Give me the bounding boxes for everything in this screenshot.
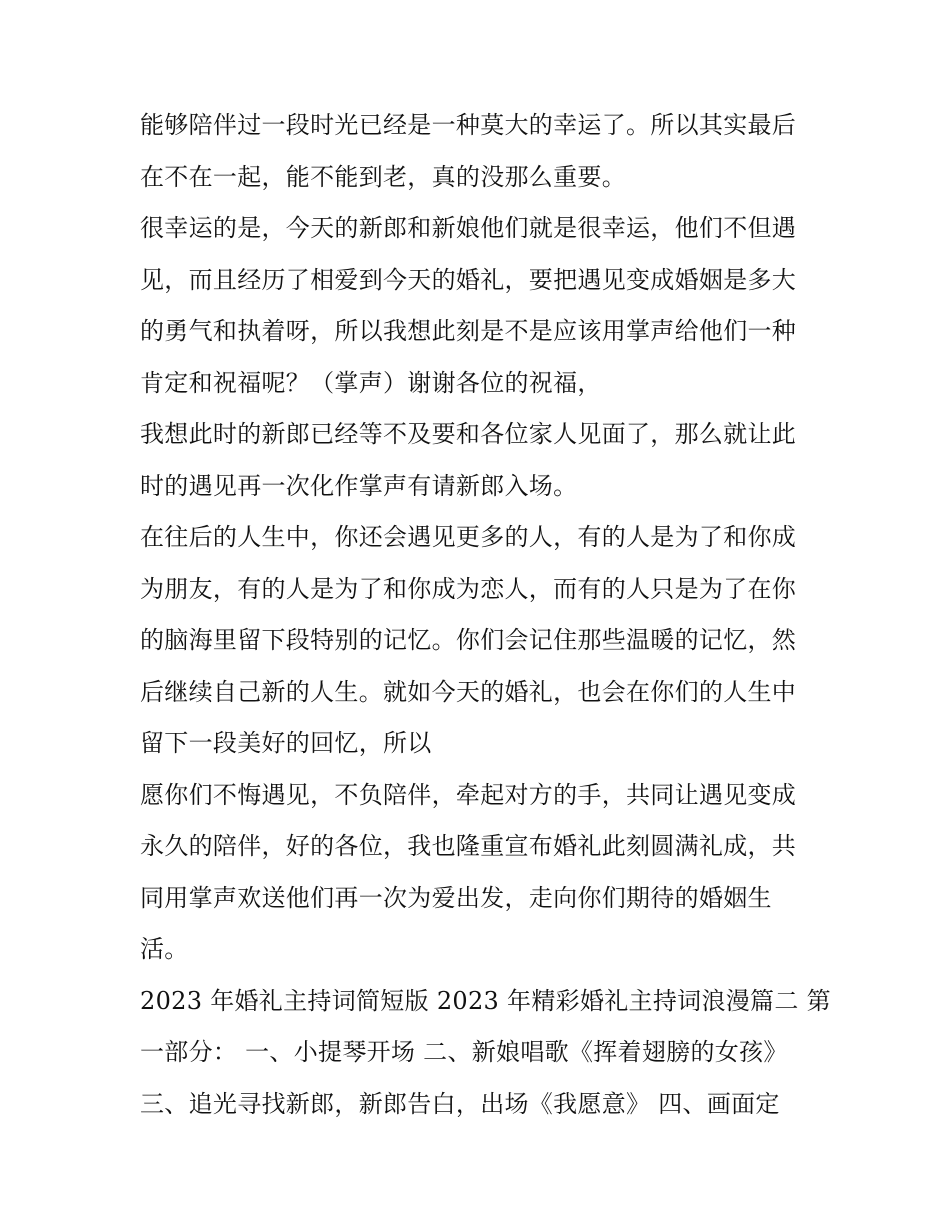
text-line: 时的遇见再一次化作掌声有请新郎入场。 <box>140 471 578 500</box>
text-line: 很幸运的是，今天的新郎和新娘他们就是很幸运，他们不但遇 <box>140 214 797 242</box>
text-line: 愿你们不悔遇见，不负陪伴，牵起对方的手，共同让遇见变成 <box>140 780 797 809</box>
text-line: 在往后的人生中，你还会遇见更多的人，有的人是为了和你成 <box>140 523 797 551</box>
text-line: 三、追光寻找新郎，新郎告白，出场《我愿意》 四、画面定 <box>140 1089 780 1118</box>
text-line: 能够陪伴过一段时光已经是一种莫大的幸运了。所以其实最后 <box>140 111 797 139</box>
text-line: 肯定和祝福呢？（掌声）谢谢各位的祝福， <box>140 368 602 397</box>
text-line: 见，而且经历了相爱到今天的婚礼，要把遇见变成婚姻是多大 <box>140 265 797 294</box>
text-line: 2023 年婚礼主持词简短版 2023 年精彩婚礼主持词浪漫篇二 第 <box>140 986 831 1015</box>
text-line: 的脑海里留下段特别的记忆。你们会记住那些温暖的记忆，然 <box>140 626 797 654</box>
text-line: 后继续自己新的人生。就如今天的婚礼，也会在你们的人生中 <box>140 677 797 706</box>
text-line: 为朋友，有的人是为了和你成为恋人，而有的人只是为了在你 <box>140 574 797 603</box>
text-line: 在不在一起，能不能到老，真的没那么重要。 <box>140 162 626 191</box>
text-line: 我想此时的新郎已经等不及要和各位家人见面了，那么就让此 <box>140 420 797 448</box>
document-body <box>140 100 831 1130</box>
text-line: 永久的陪伴，好的各位，我也隆重宣布婚礼此刻圆满礼成，共 <box>140 832 797 860</box>
text-line: 同用掌声欢送他们再一次为爱出发，走向你们期待的婚姻生 <box>140 883 772 912</box>
text-line: 一部分： 一、小提琴开场 二、新娘唱歌《挥着翅膀的女孩》 <box>140 1038 788 1066</box>
text-line: 的勇气和执着呀，所以我想此刻是不是应该用掌声给他们一种 <box>140 317 797 345</box>
text-line: 留下一段美好的回忆，所以 <box>140 729 432 757</box>
text-line: 活。 <box>140 935 189 963</box>
